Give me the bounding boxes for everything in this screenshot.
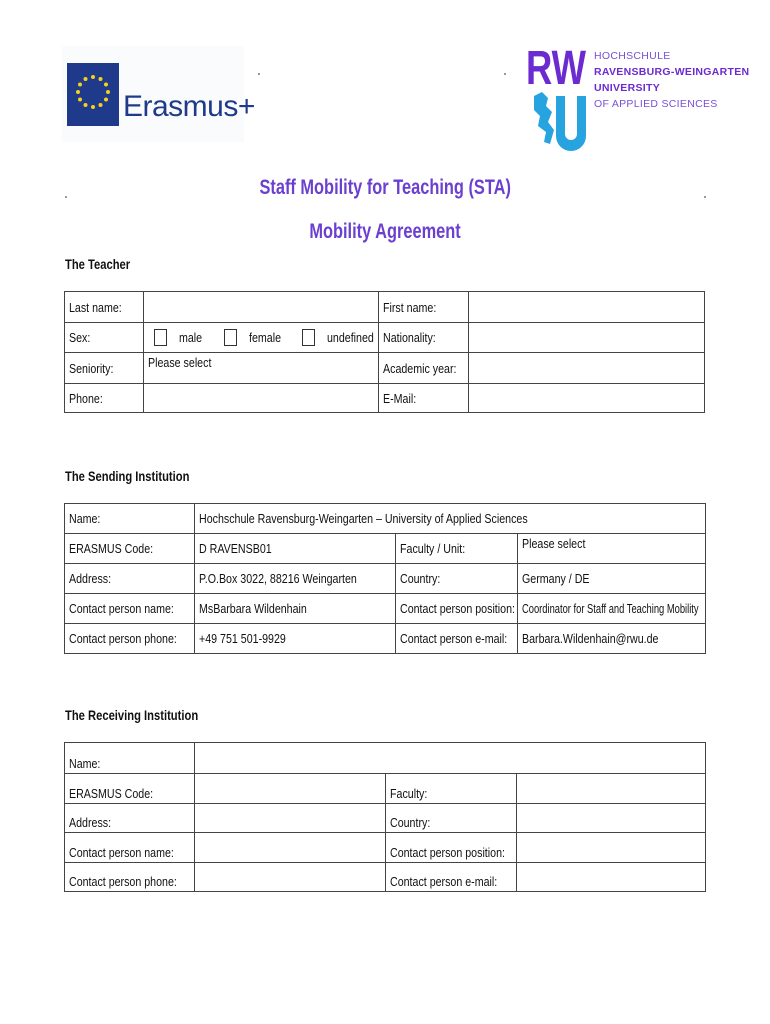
receiving-contact-phone-label: Contact person phone: [65,863,195,892]
divider-dot [258,73,260,75]
table-row [65,564,706,594]
eu-flag-icon [67,63,119,126]
first-name-field[interactable] [469,292,705,323]
last-name-label: Last name: [65,292,144,323]
sex-option-undefined[interactable]: undefined [302,329,384,346]
section-heading-receiving: The Receiving Institution [65,707,199,723]
receiving-erasmus-code-field[interactable] [195,774,386,804]
sending-faculty-select[interactable]: Please select [518,534,706,564]
sending-country-value[interactable]: Germany / DE [518,564,706,594]
sending-contact-email-label: Contact person e-mail: [396,624,518,654]
receiving-table [64,742,706,892]
receiving-name-label: Name: [65,743,195,774]
svg-text:RW: RW [526,42,587,95]
page-subtitle: Mobility Agreement [309,220,461,243]
table-row [65,624,706,654]
erasmus-wordmark: Erasmus+ [123,90,255,123]
erasmus-plus-logo [62,46,255,142]
sending-name-value[interactable]: Hochschule Ravensburg-Weingarten – University of Applied Sciences [195,504,706,534]
page-title: Staff Mobility for Teaching (STA) [259,176,511,199]
rwu-name-block [594,48,749,112]
email-field[interactable] [469,384,705,413]
nationality-label: Nationality: [379,323,469,353]
table-row [65,833,706,863]
rwu-line: OF APPLIED SCIENCES [594,98,718,110]
table-row [65,504,706,534]
receiving-country-label: Country: [386,804,517,833]
table-row [65,534,706,564]
rwu-mark-icon [526,34,588,154]
sending-address-value[interactable]: P.O.Box 3022, 88216 Weingarten [195,564,396,594]
section-heading-sending: The Sending Institution [65,468,190,484]
receiving-faculty-field[interactable] [517,774,706,804]
receiving-address-label: Address: [65,804,195,833]
sending-erasmus-code-label: ERASMUS Code: [65,534,195,564]
table-row [65,384,705,413]
sending-contact-position-value[interactable]: Coordinator for Staff and Teaching Mobility [518,594,706,624]
sending-contact-phone-value[interactable]: +49 751 501-9929 [195,624,396,654]
seniority-select[interactable]: Please select [144,353,379,384]
sending-contact-email-value[interactable]: Barbara.Wildenhain@rwu.de [518,624,706,654]
rwu-line: HOCHSCHULE [594,50,671,62]
section-heading-teacher: The Teacher [65,256,131,272]
email-label: E-Mail: [379,384,469,413]
sex-options [144,323,379,353]
sending-contact-phone-label: Contact person phone: [65,624,195,654]
table-row [65,804,706,833]
checkbox-icon[interactable] [154,329,167,346]
sex-option-female[interactable]: female [224,329,288,346]
receiving-name-field[interactable] [195,743,706,774]
phone-label: Phone: [65,384,144,413]
table-row [65,863,706,892]
seniority-label: Seniority: [65,353,144,384]
checkbox-icon[interactable] [302,329,315,346]
receiving-country-field[interactable] [517,804,706,833]
receiving-contact-email-field[interactable] [517,863,706,892]
sex-option-male[interactable]: male [154,329,207,346]
receiving-erasmus-code-label: ERASMUS Code: [65,774,195,804]
academic-year-field[interactable] [469,353,705,384]
phone-field[interactable] [144,384,379,413]
teacher-table [64,291,705,413]
receiving-faculty-label: Faculty: [386,774,517,804]
sex-label: Sex: [65,323,144,353]
table-row [65,774,706,804]
academic-year-label: Academic year: [379,353,469,384]
receiving-contact-email-label: Contact person e-mail: [386,863,517,892]
sending-faculty-label: Faculty / Unit: [396,534,518,564]
receiving-contact-name-field[interactable] [195,833,386,863]
rwu-line: RAVENSBURG-WEINGARTEN [594,66,750,78]
receiving-address-field[interactable] [195,804,386,833]
receiving-contact-position-label: Contact person position: [386,833,517,863]
sending-contact-name-value[interactable]: MsBarbara Wildenhain [195,594,396,624]
receiving-contact-phone-field[interactable] [195,863,386,892]
last-name-field[interactable] [144,292,379,323]
divider-dot [504,73,506,75]
sending-table [64,503,706,654]
rwu-logo [526,34,750,158]
table-row [65,323,705,353]
table-row [65,292,705,323]
rwu-line: UNIVERSITY [594,82,661,94]
table-row [65,353,705,384]
sending-contact-position-label: Contact person position: [396,594,518,624]
sending-name-label: Name: [65,504,195,534]
sending-country-label: Country: [396,564,518,594]
receiving-contact-position-field[interactable] [517,833,706,863]
first-name-label: First name: [379,292,469,323]
sending-contact-name-label: Contact person name: [65,594,195,624]
table-row [65,594,706,624]
receiving-contact-name-label: Contact person name: [65,833,195,863]
table-row [65,743,706,774]
nationality-field[interactable] [469,323,705,353]
checkbox-icon[interactable] [224,329,237,346]
sending-erasmus-code-value[interactable]: D RAVENSB01 [195,534,396,564]
sending-address-label: Address: [65,564,195,594]
